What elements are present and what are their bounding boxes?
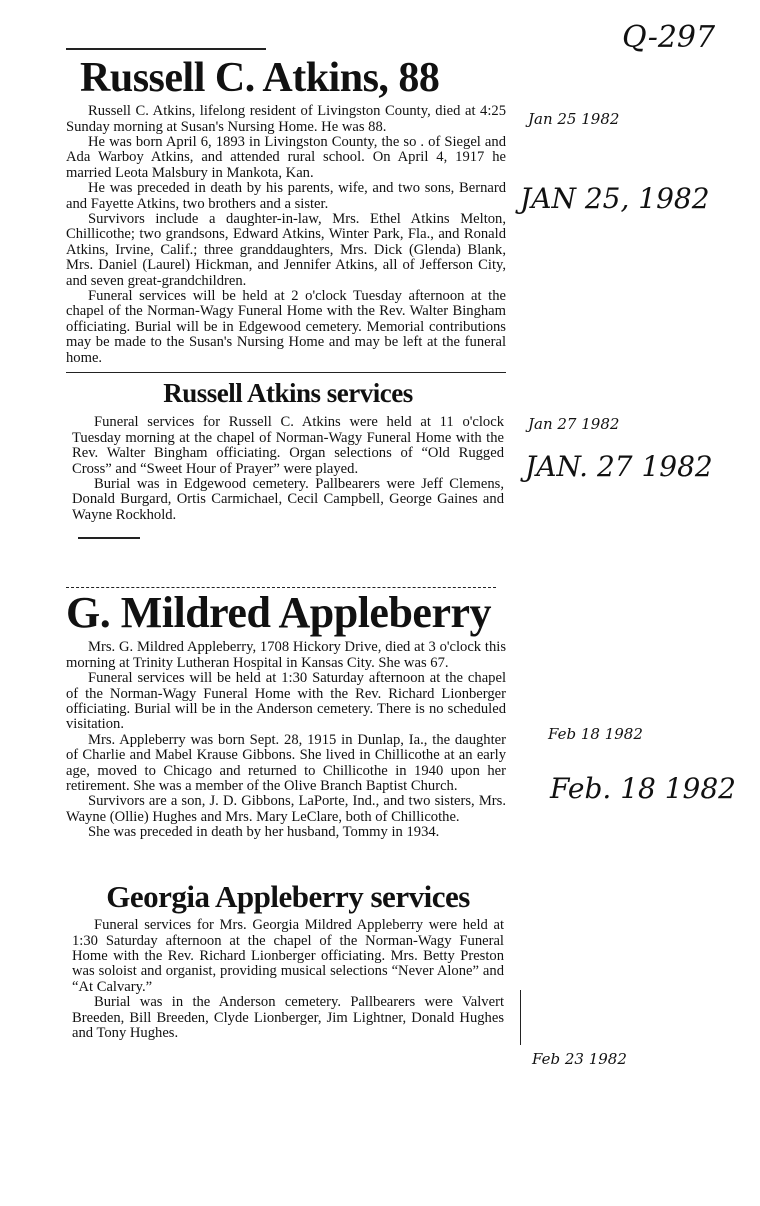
headline: Russell Atkins services	[163, 378, 413, 408]
paragraph: Mrs. Appleberry was born Sept. 28, 1915 in Dunlap, Ia., the daughter of Charlie and Mabel Krause Gibbons. She lived in Chillicothe at an early age, moved to Chicago and returned to Chillicothe in 1940 upon her retirement. She was a member of the Olive Branch Baptist Church.	[66, 731, 506, 795]
paragraph: Burial was in Edgewood cemetery. Pallbearers were Jeff Clemens, Donald Burgard, Ortis Carmichael, Cecil Campbell, George Gaines and Wayne Rockhold.	[72, 475, 504, 523]
handwritten-inline-date-3: Feb 18 1982	[548, 725, 643, 743]
clipping-short-rule	[78, 537, 140, 539]
obituary-russell-atkins	[66, 56, 506, 366]
article-body	[66, 640, 506, 840]
paragraph: She was preceded in death by her husband, Tommy in 1934.	[88, 824, 440, 841]
clipping-edge-rule	[66, 48, 266, 50]
headline: G. Mildred Appleberry	[66, 588, 492, 638]
paragraph: Russell C. Atkins, lifelong resident of Livingston County, died at 4:25 Sunday morning at Susan's Nursing Home. He was 88.	[66, 103, 506, 135]
paragraph: Burial was in the Anderson cemetery. Pallbearers were Valvert Breeden, Bill Breeden, Clyde Lionberger, Jim Lightner, Donald Hughes and Tony Hughes.	[72, 994, 504, 1042]
paragraph: Mrs. G. Mildred Appleberry, 1708 Hickory Drive, died at 3 o'clock this morning at Trinity Lutheran Hospital in Kansas City. She was 67.	[66, 639, 506, 671]
handwritten-inline-date-4: Feb 23 1982	[532, 1050, 627, 1068]
clipping-edge-line	[520, 990, 521, 1045]
paragraph: Survivors include a daughter-in-law, Mrs. Ethel Atkins Melton, Chillicothe; two grandsons, Edward Atkins, Winter Park, Fla., and Ronald Atkins, Irvine, Calif.; three granddaughters, Mrs. Dick (Glenda) Blank, Mrs. Daniel (Laurel) Hickman, and Jennifer Atkins, all of Jefferson City, and seven great-grandchildren.	[66, 210, 506, 289]
paragraph: Funeral services will be held at 1:30 Saturday afternoon at the chapel of the Norman-Wagy Funeral Home with the Rev. Richard Lionberger officiating. Burial will be in the Anderson cemetery. There is no scheduled visitation.	[66, 670, 506, 733]
obituary-mildred-appleberry	[66, 590, 506, 840]
clipping-divider	[66, 372, 506, 373]
services-russell-atkins	[72, 379, 504, 523]
article-body	[72, 415, 504, 523]
paragraph: Funeral services for Mrs. Georgia Mildred Appleberry were held at 1:30 Saturday afternoon at the chapel of the Norman-Wagy Funeral Home with the Rev. Richard Lionberger officiating. Mrs. Betty Preston was soloist and organist, providing musical selections “Never Alone” and “At Calvary.”	[72, 917, 504, 995]
handwritten-page-ref: Q-297	[622, 20, 716, 55]
handwritten-date-3: Feb. 18 1982	[550, 772, 736, 805]
handwritten-date-1: JAN 25, 1982	[520, 182, 710, 215]
services-georgia-appleberry	[72, 878, 504, 1042]
article-body	[72, 918, 504, 1041]
headline: Georgia Appleberry services	[106, 878, 470, 914]
paragraph: He was preceded in death by his parents, wife, and two sons, Bernard and Fayette Atkins, two brothers and a sister.	[66, 180, 506, 212]
handwritten-date-2: JAN. 27 1982	[525, 450, 713, 483]
headline: Russell C. Atkins, 88	[80, 55, 440, 101]
handwritten-inline-date-2: Jan 27 1982	[528, 415, 620, 433]
handwritten-inline-date-1: Jan 25 1982	[528, 110, 620, 128]
paragraph: Funeral services for Russell C. Atkins were held at 11 o'clock Tuesday morning at the chapel of Norman-Wagy Funeral Home with the Rev. Walter Bingham officiating. Organ selections of “Old Rugged Cross” and “Sweet Hour of Prayer” were played.	[72, 414, 504, 477]
clippings-column	[66, 0, 506, 1041]
article-body	[66, 104, 506, 366]
paragraph: Funeral services will be held at 2 o'clock Tuesday afternoon at the chapel of the Norman-Wagy Funeral Home with the Rev. Walter Bingham officiating. Burial will be in Edgewood cemetery. Memorial contributions may be made to the Susan's Nursing Home and may be left at the funeral home.	[66, 287, 506, 366]
paragraph: He was born April 6, 1893 in Livingston County, the so . of Siegel and Ada Warboy Atkins, and attended rural school. On April 4, 1917 he married Leota Malsbury in Mankota, Kan.	[66, 133, 506, 181]
paragraph: Survivors are a son, J. D. Gibbons, LaPorte, Ind., and two sisters, Mrs. Wayne (Ollie) Hughes and Mrs. Mary LeClare, both of Chillicothe.	[66, 793, 506, 825]
